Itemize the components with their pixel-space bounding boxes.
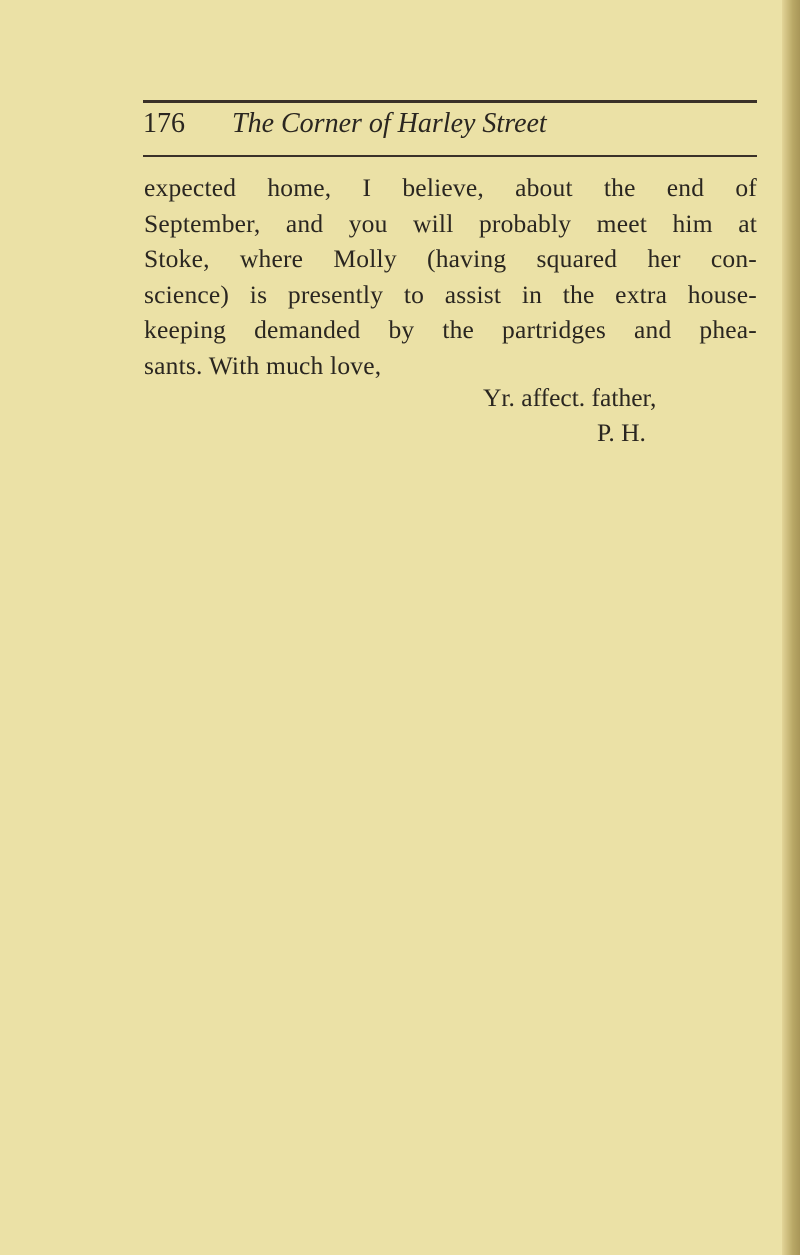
running-header bbox=[143, 108, 547, 140]
header-rule-bottom bbox=[143, 155, 757, 157]
header-rule-top bbox=[143, 100, 757, 103]
page-number: 176 bbox=[143, 108, 185, 139]
text-line: Stoke, where Molly (having squared her con- bbox=[144, 244, 757, 274]
text-line: September, and you will probably meet him at bbox=[144, 208, 757, 238]
letter-closing: Yr. affect. father, bbox=[483, 383, 657, 412]
text-line: sants. With much love, bbox=[144, 350, 382, 380]
page-edge-shadow bbox=[782, 0, 800, 1255]
letter-signature: P. H. bbox=[597, 418, 646, 447]
text-line: keeping demanded by the partridges and phea- bbox=[144, 315, 757, 345]
running-title: The Corner of Harley Street bbox=[232, 108, 547, 139]
text-line: expected home, I believe, about the end of bbox=[144, 173, 757, 202]
letter-body bbox=[144, 170, 757, 384]
text-line: science) is presently to assist in the extra house- bbox=[144, 279, 757, 309]
